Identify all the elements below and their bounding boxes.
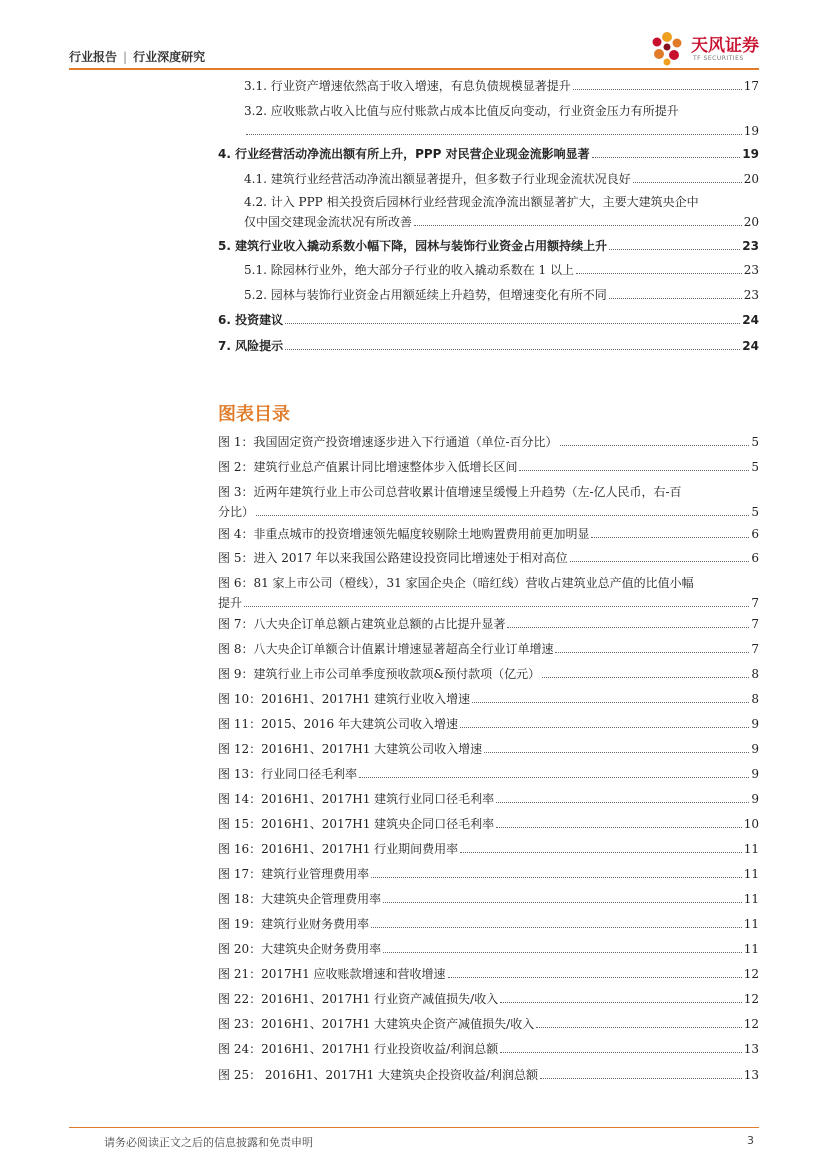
toc-entry-page: 23 (743, 288, 759, 302)
figure-page: 5 (751, 435, 759, 449)
figure-title: 图 2：建筑行业总产值累计同比增速整体步入低增长区间 (218, 460, 518, 474)
toc-entry-page: 23 (743, 263, 759, 277)
figure-title: 图 4：非重点城市的投资增速领先幅度较剔除土地购置费用前更加明显 (218, 527, 590, 541)
figure-page: 7 (751, 596, 759, 610)
report-category: 行业报告 (69, 50, 118, 64)
figure-entry[interactable] (218, 548, 759, 568)
toc-entry-title: 6. 投资建议 (218, 313, 284, 327)
footer-divider (69, 1127, 759, 1128)
figure-entry[interactable] (218, 664, 759, 684)
figure-page: 12 (743, 967, 759, 981)
toc-entry[interactable] (218, 236, 759, 256)
figure-title: 图 10：2016H1、2017H1 建筑行业收入增速 (218, 692, 471, 706)
figure-entry[interactable] (218, 1039, 759, 1059)
leader-dots (371, 877, 742, 878)
toc-entry-page: 17 (743, 79, 759, 93)
leader-dots (448, 977, 742, 978)
figure-page: 9 (751, 742, 759, 756)
figure-entry[interactable] (218, 457, 759, 477)
figure-entry[interactable] (218, 814, 759, 834)
figure-title: 图 22：2016H1、2017H1 行业资产减值损失/收入 (218, 992, 499, 1006)
figure-page: 8 (751, 667, 759, 681)
leader-dots (484, 752, 749, 753)
figure-page: 5 (751, 505, 759, 519)
toc-entry[interactable] (244, 260, 759, 280)
toc-entry-title: 4. 行业经营活动净流出额有所上升，PPP 对民营企业现金流影响显著 (218, 147, 590, 161)
figure-page: 12 (743, 992, 759, 1006)
leader-dots (359, 777, 749, 778)
leader-dots (542, 677, 749, 678)
figure-title: 图 24：2016H1、2017H1 行业投资收益/利润总额 (218, 1042, 499, 1056)
toc-entry-title: 4.2. 计入 PPP 相关投资后园林行业经营现金流净流出额显著扩大，主要大建筑央企中 (244, 195, 699, 209)
figure-page: 13 (743, 1068, 759, 1082)
leader-dots (460, 852, 742, 853)
figure-title: 图 3：近两年建筑行业上市公司总营收累计值增速呈缓慢上升趋势（左-亿人民币，右-百 (218, 485, 682, 499)
figure-title: 图 6：81 家上市公司（橙线），31 家国企央企（暗红线）营收占建筑业总产值的比值小幅 (218, 576, 694, 590)
figure-page: 9 (751, 767, 759, 781)
report-header (69, 48, 205, 65)
toc-entry-page: 20 (743, 172, 759, 186)
header-separator: | (123, 50, 128, 64)
figure-title: 图 20：大建筑央企财务费用率 (218, 942, 382, 956)
leader-dots (285, 349, 740, 350)
figure-entry[interactable] (218, 864, 759, 884)
leader-dots (383, 902, 742, 903)
toc-entry[interactable] (244, 76, 759, 96)
toc-entry-title: 5.2. 园林与装饰行业资金占用额延续上升趋势，但增速变化有所不同 (244, 288, 607, 302)
leader-dots (371, 927, 742, 928)
page-number: 3 (747, 1134, 754, 1147)
toc-entry[interactable] (244, 192, 759, 232)
figure-page: 12 (743, 1017, 759, 1031)
figures-list-title: 图表目录 (218, 404, 290, 425)
tf-securities-logo (647, 28, 762, 68)
report-subcategory: 行业深度研究 (133, 50, 206, 64)
leader-dots (285, 323, 740, 324)
leader-dots (560, 445, 750, 446)
toc-entry[interactable] (218, 144, 759, 164)
figure-title: 图 21：2017H1 应收账款增速和营收增速 (218, 967, 446, 981)
leader-dots (609, 249, 740, 250)
leader-dots (573, 89, 742, 90)
figure-entry[interactable] (218, 614, 759, 634)
figure-title: 图 12：2016H1、2017H1 大建筑公司收入增速 (218, 742, 483, 756)
toc-entry-title: 7. 风险提示 (218, 339, 284, 353)
figure-page: 9 (751, 717, 759, 731)
figure-entry[interactable] (218, 573, 759, 613)
leader-dots (383, 952, 742, 953)
figure-page: 11 (743, 842, 759, 856)
leader-dots (633, 182, 742, 183)
figure-entry[interactable] (218, 739, 759, 759)
leader-dots (519, 470, 749, 471)
flower-logo-icon (647, 28, 687, 68)
figure-entry[interactable] (218, 689, 759, 709)
figure-title: 图 9：建筑行业上市公司单季度预收款项&预付款项（亿元） (218, 667, 541, 681)
leader-dots (496, 802, 749, 803)
leader-dots (540, 1078, 742, 1079)
figure-page: 10 (743, 817, 759, 831)
toc-entry-page: 24 (742, 339, 759, 353)
figure-title: 图 15：2016H1、2017H1 建筑央企同口径毛利率 (218, 817, 495, 831)
toc-entry-title: 3.1. 行业资产增速依然高于收入增速，有息负债规模显著提升 (244, 79, 571, 93)
figure-entry[interactable] (218, 639, 759, 659)
figure-page: 11 (743, 917, 759, 931)
figure-title-continued: 提升 (218, 596, 243, 610)
figure-entry[interactable] (218, 432, 759, 452)
figure-page: 13 (743, 1042, 759, 1056)
header-divider (69, 68, 759, 70)
logo-chinese-name: 天风证券 (691, 36, 759, 56)
leader-dots (500, 1002, 741, 1003)
figure-title: 图 5：进入 2017 年以来我国公路建设投资同比增速处于相对高位 (218, 551, 568, 565)
leader-dots (244, 606, 749, 607)
figure-title: 图 1：我国固定资产投资增速逐步进入下行通道（单位-百分比） (218, 435, 558, 449)
figure-title: 图 11：2015、2016 年大建筑公司收入增速 (218, 717, 458, 731)
figure-page: 6 (751, 551, 759, 565)
footer-disclaimer: 请务必阅读正文之后的信息披露和免责申明 (104, 1136, 313, 1149)
figure-title: 图 13：行业同口径毛利率 (218, 767, 358, 781)
figure-page: 11 (743, 867, 759, 881)
figure-title: 图 17：建筑行业管理费用率 (218, 867, 370, 881)
toc-entry[interactable] (218, 310, 759, 330)
figure-title: 图 19：建筑行业财务费用率 (218, 917, 370, 931)
figure-title: 图 23：2016H1、2017H1 大建筑央企资产减值损失/收入 (218, 1017, 535, 1031)
figure-entry[interactable] (218, 989, 759, 1009)
figure-page: 11 (743, 892, 759, 906)
figure-entry[interactable] (218, 1014, 759, 1034)
figure-entry[interactable] (218, 714, 759, 734)
toc-entry-title-continued: 仅中国交建现金流状况有所改善 (244, 215, 413, 229)
figure-entry[interactable] (218, 764, 759, 784)
figure-title: 图 16：2016H1、2017H1 行业期间费用率 (218, 842, 459, 856)
leader-dots (609, 298, 742, 299)
toc-entry[interactable] (244, 101, 759, 141)
figure-entry[interactable] (218, 482, 759, 522)
toc-entry[interactable] (244, 169, 759, 189)
toc-entry-title: 3.2. 应收账款占收入比值与应付账款占成本比值反向变动，行业资金压力有所提升 (244, 104, 679, 118)
toc-entry-title: 5. 建筑行业收入撬动系数小幅下降，园林与装饰行业资金占用额持续上升 (218, 239, 608, 253)
toc-entry-title: 5.1. 除园林行业外，绝大部分子行业的收入撬动系数在 1 以上 (244, 263, 574, 277)
leader-dots (414, 225, 742, 226)
figure-entry[interactable] (218, 914, 759, 934)
figure-entry[interactable] (218, 939, 759, 959)
leader-dots (592, 157, 741, 158)
leader-dots (507, 627, 749, 628)
toc-entry-page: 19 (742, 147, 759, 161)
toc-entry-title: 4.1. 建筑行业经营活动净流出额显著提升，但多数子行业现金流状况良好 (244, 172, 631, 186)
figure-entry[interactable] (218, 964, 759, 984)
figure-entry[interactable] (218, 1065, 759, 1085)
figure-page: 11 (743, 942, 759, 956)
leader-dots (570, 561, 750, 562)
leader-dots (246, 134, 742, 135)
figure-page: 5 (751, 460, 759, 474)
figure-entry[interactable] (218, 889, 759, 909)
figure-title: 图 8：八大央企订单额合计值累计增速显著超高全行业订单增速 (218, 642, 554, 656)
leader-dots (256, 515, 749, 516)
leader-dots (536, 1027, 741, 1028)
figure-page: 7 (751, 617, 759, 631)
figure-page: 7 (751, 642, 759, 656)
figure-entry[interactable] (218, 524, 759, 544)
leader-dots (555, 652, 749, 653)
figure-page: 6 (751, 527, 759, 541)
toc-entry-page: 24 (742, 313, 759, 327)
figure-entry[interactable] (218, 789, 759, 809)
figure-page: 9 (751, 792, 759, 806)
figure-title-continued: 分比） (218, 505, 255, 519)
toc-entry[interactable] (218, 336, 759, 356)
figure-title: 图 7：八大央企订单总额占建筑业总额的占比提升显著 (218, 617, 506, 631)
toc-entry-page: 20 (743, 215, 759, 229)
leader-dots (460, 727, 749, 728)
figure-title: 图 18：大建筑央企管理费用率 (218, 892, 382, 906)
toc-entry[interactable] (244, 285, 759, 305)
figure-title: 图 14：2016H1、2017H1 建筑行业同口径毛利率 (218, 792, 495, 806)
toc-entry-page: 19 (743, 124, 759, 138)
leader-dots (472, 702, 749, 703)
leader-dots (591, 537, 749, 538)
figure-title: 图 25： 2016H1、2017H1 大建筑央企投资收益/利润总额 (218, 1068, 539, 1082)
figure-page: 8 (751, 692, 759, 706)
logo-english-name: TF SECURITIES (693, 55, 744, 62)
toc-entry-page: 23 (742, 239, 759, 253)
figure-entry[interactable] (218, 839, 759, 859)
leader-dots (500, 1052, 741, 1053)
leader-dots (576, 273, 742, 274)
leader-dots (496, 827, 742, 828)
